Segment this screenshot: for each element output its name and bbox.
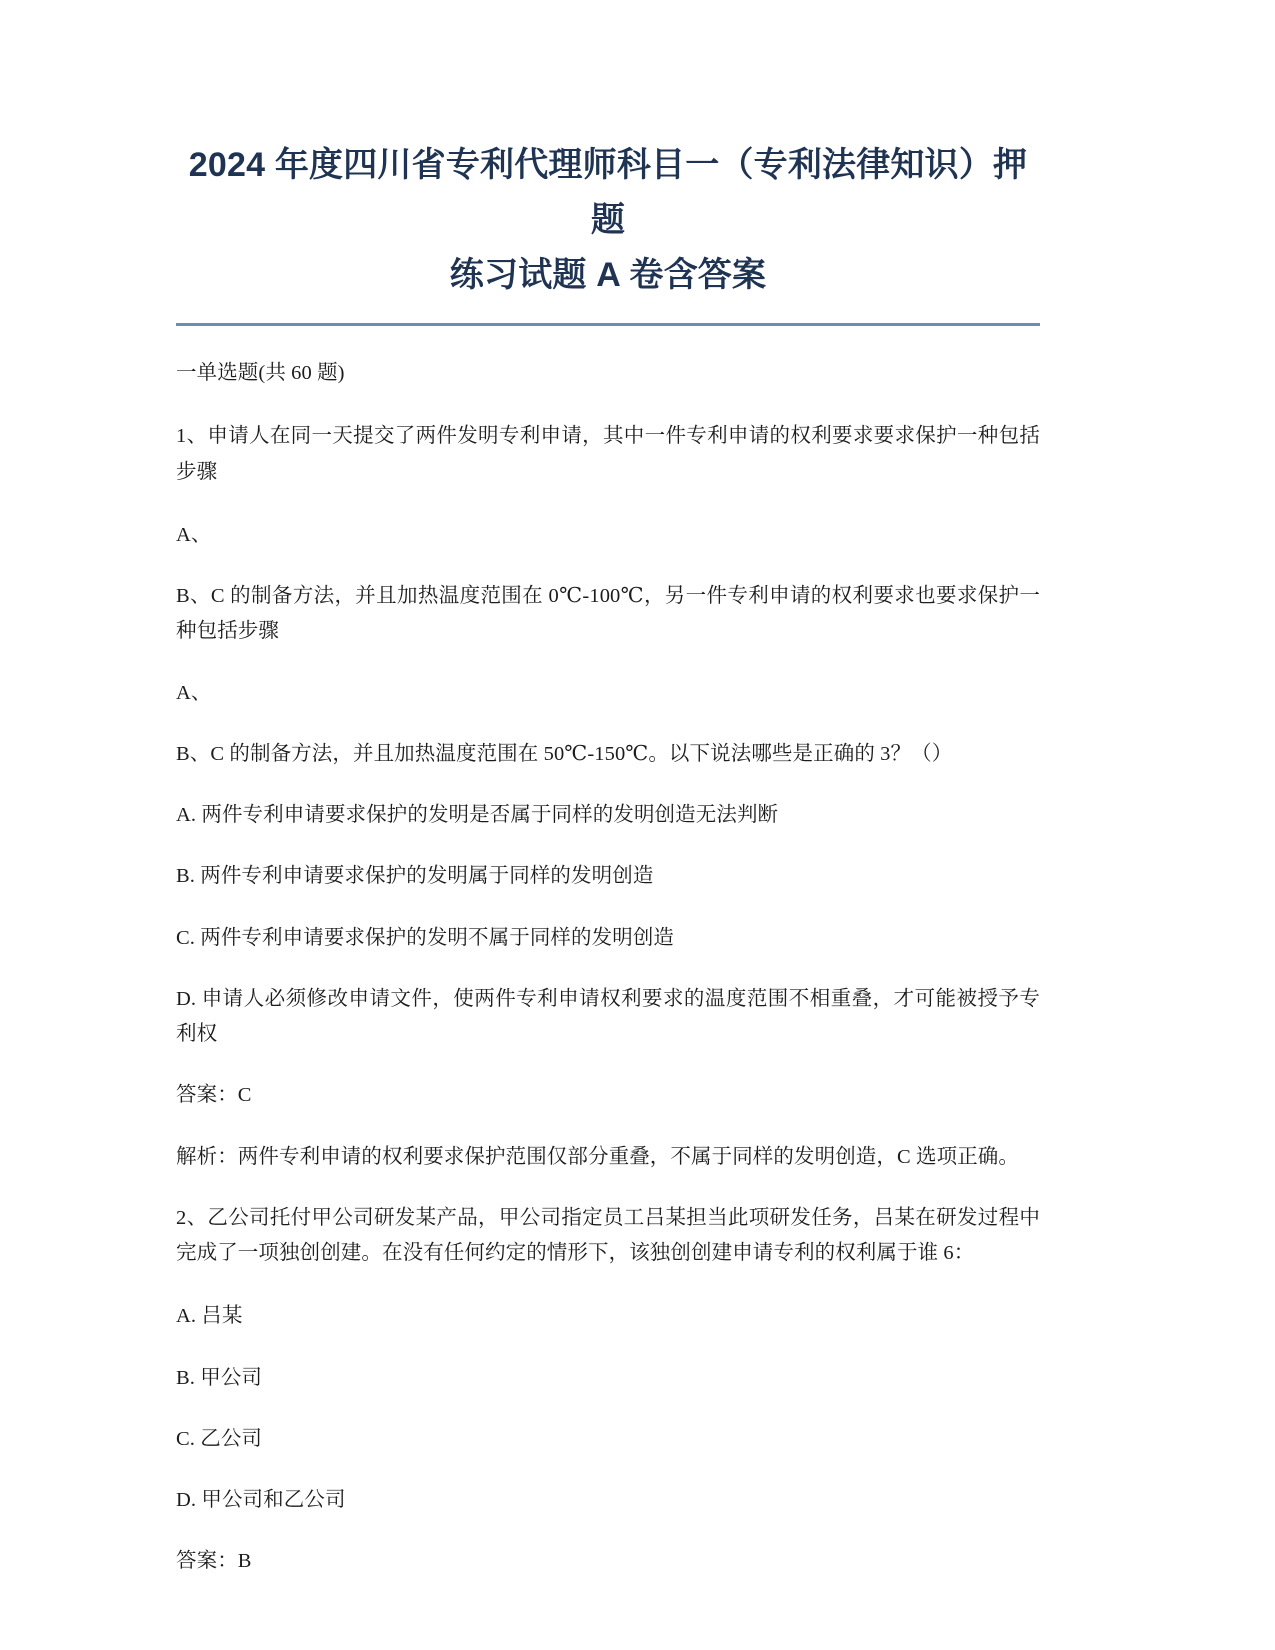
question-1-stem-part-1: 1、申请人在同一天提交了两件发明专利申请，其中一件专利申请的权利要求要求保护一种包括步骤 (176, 425, 1040, 483)
question-2-option-a: A. 吕某 (176, 1305, 243, 1328)
question-1-analysis: 解析：两件专利申请的权利要求保护范围仅部分重叠，不属于同样的发明创造，C 选项正确。 (176, 1145, 1019, 1168)
question-1-stem-part-3: B、C 的制备方法，并且加热温度范围在 50℃-150℃。以下说法哪些是正确的 3？（） (176, 742, 953, 765)
document-body (176, 356, 1040, 1580)
question-1-option-c: C. 两件专利申请要求保护的发明不属于同样的发明创造 (176, 926, 675, 949)
page-title-line-2: 练习试题 A 卷含答案 (449, 256, 767, 295)
question-2-option-c: C. 乙公司 (176, 1427, 263, 1450)
question-2-option-d: D. 甲公司和乙公司 (176, 1489, 346, 1512)
question-1-option-b: B. 两件专利申请要求保护的发明属于同样的发明创造 (176, 865, 654, 888)
question-1-option-d: D. 申请人必须修改申请文件，使两件专利申请权利要求的温度范围不相重叠，才可能被授予专利权 (176, 987, 1040, 1046)
question-1-stem-label-a-1: A、 (176, 523, 212, 546)
question-2-stem: 2、乙公司托付甲公司研发某产品，甲公司指定员工吕某担当此项研发任务，吕某在研发过程中完成了一项独创创建。在没有任何约定的情形下，该独创创建申请专利的权利属于谁 6： (176, 1206, 1040, 1265)
question-1-stem-label-a-2: A、 (176, 681, 212, 704)
question-1-stem-part-2: B、C 的制备方法，并且加热温度范围在 0℃-100℃，另一件专利申请的权利要求也要求保护一种包括步骤 (176, 585, 1040, 643)
question-2-answer: 答案：B (176, 1550, 252, 1573)
page-title-line-1: 2024 年度四川省专利代理师科目一（专利法律知识）押题 (188, 146, 1028, 240)
question-2-option-b: B. 甲公司 (176, 1366, 263, 1389)
title-divider (176, 323, 1040, 326)
question-1-option-a: A. 两件专利申请要求保护的发明是否属于同样的发明创造无法判断 (176, 804, 779, 827)
section-heading: 一单选题(共 60 题) (176, 362, 345, 385)
page-title (176, 138, 1040, 303)
document-content (176, 138, 1040, 1580)
question-1-answer: 答案：C (176, 1084, 252, 1107)
